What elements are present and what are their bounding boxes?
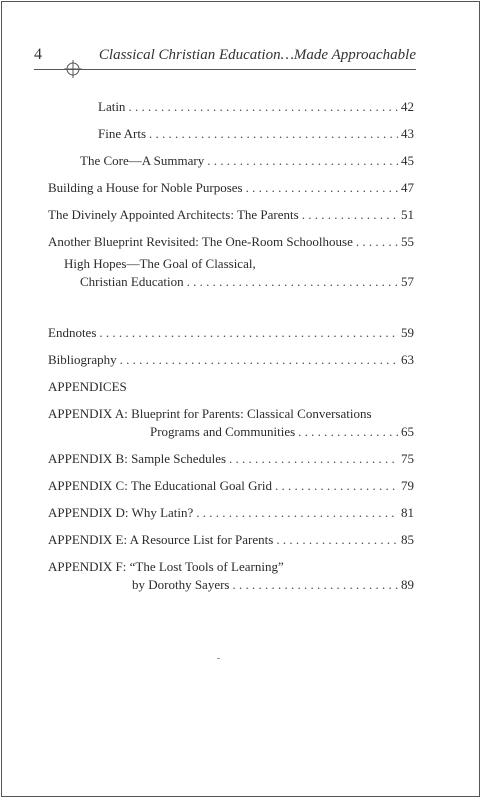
- toc-entry: The Divinely Appointed Architects: The Parents . . . 51: [48, 207, 414, 223]
- dot-leader: [120, 352, 398, 368]
- dot-leader: [302, 207, 398, 223]
- toc-entry: APPENDIX C: The Educational Goal Grid . . . 79: [48, 478, 414, 494]
- toc-entry: Christian Education . . . 57: [80, 274, 414, 290]
- toc-entry: Another Blueprint Revisited: The One-Room Schoolhouse . . . 55: [48, 234, 414, 250]
- registration-mark-icon: [64, 60, 82, 78]
- dot-leader: [356, 234, 398, 250]
- dot-leader: [207, 153, 398, 169]
- toc-entry: APPENDIX D: Why Latin? . . . 81: [48, 505, 414, 521]
- toc-entry: APPENDIX B: Sample Schedules . . . 75: [48, 451, 414, 467]
- dot-leader: [275, 478, 398, 494]
- toc-entry: Endnotes . . . 59: [48, 325, 414, 341]
- header-rule: [34, 69, 416, 70]
- dot-leader: [99, 325, 398, 341]
- dot-leader: [196, 505, 398, 521]
- toc-entry-line1: APPENDIX A: Blueprint for Parents: Classical Conversations: [48, 406, 372, 421]
- toc-entry: by Dorothy Sayers . . . 89: [132, 577, 414, 593]
- page-header: [34, 46, 416, 68]
- toc-entry-line1: APPENDIX F: “The Lost Tools of Learning”: [48, 559, 284, 574]
- dot-leader: [276, 532, 398, 548]
- dot-leader: [229, 451, 398, 467]
- dot-leader: [233, 577, 399, 593]
- toc-entry: Fine Arts . . . 43: [98, 126, 414, 142]
- dot-leader: [128, 99, 398, 115]
- toc-entry-line1: High Hopes—The Goal of Classical,: [64, 256, 256, 271]
- toc-entry: Latin . . . 42: [98, 99, 414, 115]
- toc-entry: Bibliography . . . 63: [48, 352, 414, 368]
- toc-entry: Building a House for Noble Purposes . . . 47: [48, 180, 414, 196]
- page-number: 4: [34, 46, 42, 63]
- page-border: [1, 1, 480, 797]
- toc-section-heading: APPENDICES: [48, 379, 127, 394]
- print-speck: [217, 658, 220, 659]
- running-title: Classical Christian Education…Made Approachable: [98, 47, 416, 63]
- dot-leader: [298, 424, 398, 440]
- dot-leader: [187, 274, 398, 290]
- toc-entry: Programs and Communities . . . 65: [150, 424, 414, 440]
- dot-leader: [149, 126, 398, 142]
- dot-leader: [246, 180, 398, 196]
- toc-entry: The Core—A Summary . . . 45: [80, 153, 414, 169]
- toc-entry: APPENDIX E: A Resource List for Parents . . . 85: [48, 532, 414, 548]
